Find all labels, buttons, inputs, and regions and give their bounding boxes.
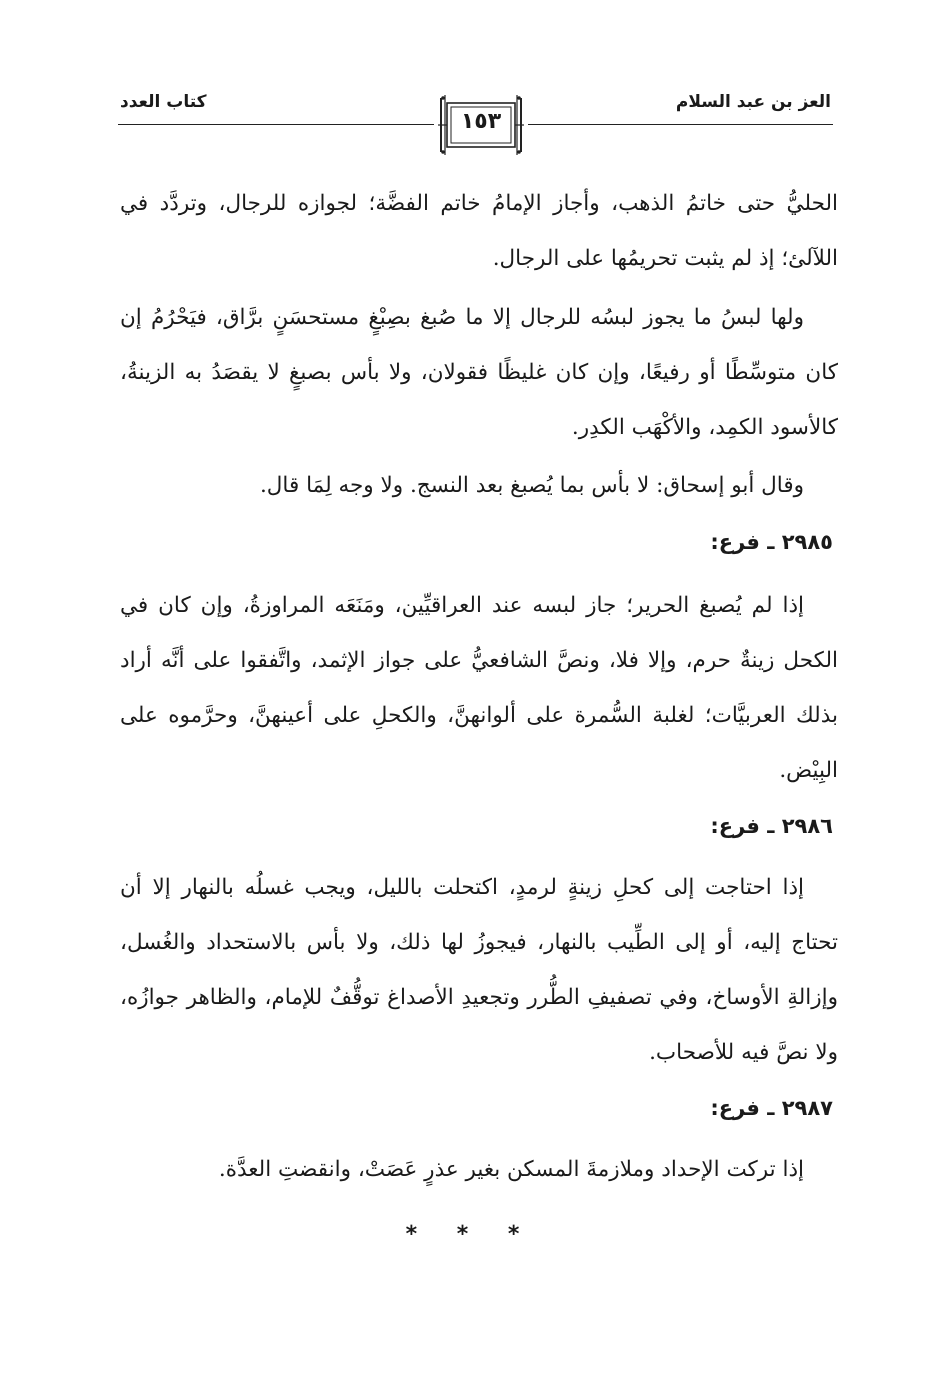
section-text-2985 [120, 578, 838, 798]
section-heading-2986: ٢٩٨٦ ـ فرع: [710, 814, 833, 838]
header-rule-left [118, 124, 434, 125]
page-number: ١٥٣ [460, 109, 502, 134]
section-heading-2987: ٢٩٨٧ ـ فرع: [710, 1096, 833, 1120]
page-number-frame [438, 95, 524, 155]
paragraph-text: ولها لبسُ ما يجوز لبسُه للرجال إلا ما صُبغ بصِبْغٍ مستحسَنٍ برَّاق، فيَحْرُمُ إن كان متوسِّطًا أو رفيعًا، وإن كان غليظًا فقولان، ولا بأس بصبغٍ لا يقصَدُ به الزينةُ، كالأسود الكمِد، والأكْهَب الكدِر. [120, 305, 838, 440]
paragraph-3 [120, 458, 838, 513]
paragraph-text: إذا لم يُصبغ الحرير؛ جاز لبسه عند العراقيِّين، ومَنَعَه المراوزةُ، وإن كان في الكحل زينةٌ حرم، وإلا فلا، ونصَّ الشافعيُّ على جواز الإثمد، واتَّفقوا على أنَّه أراد بذلك العربيَّات؛ لغلبة السُّمرة على ألوانهنَّ، والكحلِ على أعينهنَّ، وحرَّموه على البِيْض. [120, 593, 838, 783]
paragraph-2 [120, 290, 838, 455]
paragraph-text: إذا تركت الإحداد وملازمةَ المسكن بغير عذرٍ عَصَتْ، وانقضتِ العدَّة. [218, 1157, 804, 1182]
running-head-author: العز بن عبد السلام [675, 92, 831, 112]
paragraph-text: الحليُّ حتى خاتمُ الذهب، وأجاز الإمامُ خاتم الفضَّة؛ لجوازه للرجال، وتردَّد في اللآلئ؛ إذ لم يثبت تحريمُها على الرجال. [120, 191, 838, 271]
header-rule-right [528, 124, 833, 125]
paragraph-1 [120, 176, 838, 286]
section-text-2987 [120, 1142, 838, 1197]
paragraph-text: إذا احتاجت إلى كحلِ زينةٍ لرمدٍ، اكتحلت بالليل، ويجب غسلُه بالنهار إلا أن تحتاج إليه، أو إلى الطِّيب بالنهار، فيجوزُ لها ذلك، ولا بأس بالاستحداد والغُسل، وإزالةِ الأوساخ، وفي تصفيفِ الطُّرر وتجعيدِ الأصداغ توقُّفٌ للإمام، والظاهر جوازُه، ولا نصَّ فيه للأصحاب. [120, 875, 838, 1065]
paragraph-text: وقال أبو إسحاق: لا بأس بما يُصبغ بعد النسج. ولا وجه لِمَا قال. [259, 473, 804, 498]
running-head-section: كتاب العدد [120, 92, 207, 112]
end-ornament: * * * [405, 1222, 536, 1247]
section-text-2986 [120, 860, 838, 1080]
section-heading-2985: ٢٩٨٥ ـ فرع: [710, 530, 833, 554]
